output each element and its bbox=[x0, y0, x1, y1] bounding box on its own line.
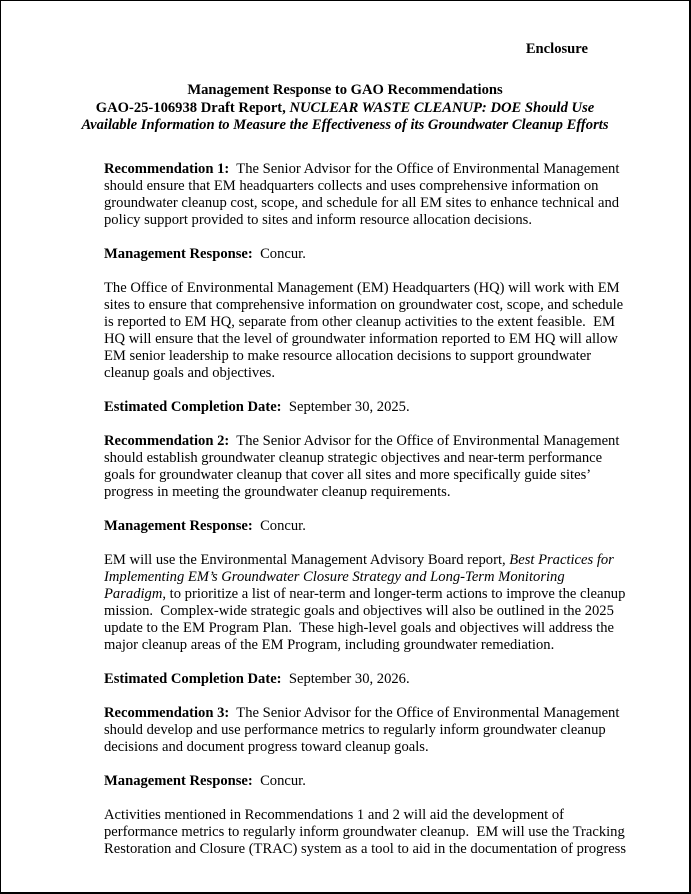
completion-date-value: September 30, 2026. bbox=[281, 671, 410, 687]
text-line: update to the EM Program Plan. These high-level goals and objectives will address the bbox=[104, 620, 614, 636]
completion-date-1 bbox=[104, 399, 594, 416]
text-line: performance metrics to regularly inform groundwater cleanup. EM will use the Tracking bbox=[104, 824, 625, 840]
document-body bbox=[104, 161, 627, 875]
text-line: should establish groundwater cleanup strategic objectives and near-term performance bbox=[104, 450, 603, 466]
response-label: Management Response: bbox=[104, 773, 253, 789]
recommendation-1-label: Recommendation 1: bbox=[104, 161, 230, 177]
completion-date-value: September 30, 2025. bbox=[281, 399, 410, 415]
title-line-3 bbox=[1, 117, 689, 135]
management-response-3 bbox=[104, 773, 594, 790]
text-line: is reported to EM HQ, separate from other cleanup activities to the extent feasible. EM bbox=[104, 314, 616, 330]
response-detail-3 bbox=[104, 807, 627, 858]
report-title-part-1: NUCLEAR WASTE CLEANUP: DOE Should Use bbox=[289, 99, 595, 116]
text-line: Activities mentioned in Recommendations 1 and 2 will aid the development of bbox=[104, 807, 565, 823]
text-line: Restoration and Closure (TRAC) system as a tool to aid in the documentation of progress bbox=[104, 841, 627, 857]
document-title bbox=[1, 82, 689, 135]
text-line: cleanup goals and objectives. bbox=[104, 365, 276, 381]
completion-date-2 bbox=[104, 671, 594, 688]
management-response-1 bbox=[104, 246, 594, 263]
text-line: decisions and document progress toward cleanup goals. bbox=[104, 739, 429, 755]
response-detail-2 bbox=[104, 552, 626, 654]
text-line: progress in meeting the groundwater cleanup requirements. bbox=[104, 484, 451, 500]
text-line: should ensure that EM headquarters collects and uses comprehensive information on bbox=[104, 178, 599, 194]
recommendation-3 bbox=[104, 705, 620, 756]
recommendation-1 bbox=[104, 161, 620, 229]
report-title-part-2: Available Information to Measure the Effectiveness of its Groundwater Cleanup Efforts bbox=[81, 117, 609, 133]
response-value: Concur. bbox=[252, 773, 306, 789]
report-reference: Implementing EM’s Groundwater Closure Strategy and Long-Term Monitoring bbox=[104, 569, 565, 585]
text-line: mission. Complex-wide strategic goals and objectives will also be outlined in the 2025 bbox=[104, 603, 614, 619]
text-line: goals for groundwater cleanup that cover all sites and more specifically guide sites’ bbox=[104, 467, 592, 483]
text-line: groundwater cleanup cost, scope, and schedule for all EM sites to enhance technical and bbox=[104, 195, 620, 211]
text-line: major cleanup areas of the EM Program, including groundwater remediation. bbox=[104, 637, 555, 653]
response-label: Management Response: bbox=[104, 518, 253, 534]
completion-date-label: Estimated Completion Date: bbox=[104, 671, 282, 687]
text-line: should develop and use performance metrics to regularly inform groundwater cleanup bbox=[104, 722, 606, 738]
report-number: GAO-25-106938 Draft Report, bbox=[95, 99, 290, 116]
response-value: Concur. bbox=[252, 518, 306, 534]
text-segment: EM will use the Environmental Management Advisory Board report, bbox=[104, 552, 510, 568]
report-reference: Best Practices for bbox=[509, 552, 614, 568]
text-line: EM senior leadership to make resource allocation decisions to support groundwater bbox=[104, 348, 592, 364]
text-line: The Senior Advisor for the Office of Environmental Management bbox=[229, 705, 620, 721]
response-label: Management Response: bbox=[104, 246, 253, 262]
text-line: The Senior Advisor for the Office of Environmental Management bbox=[229, 433, 620, 449]
completion-date-label: Estimated Completion Date: bbox=[104, 399, 282, 415]
text-line: The Office of Environmental Management (EM) Headquarters (HQ) will work with EM bbox=[104, 280, 620, 296]
title-line-1: Management Response to GAO Recommendations bbox=[187, 82, 503, 98]
management-response-2 bbox=[104, 518, 594, 535]
recommendation-2 bbox=[104, 433, 620, 501]
recommendation-3-label: Recommendation 3: bbox=[104, 705, 230, 721]
response-value: Concur. bbox=[252, 246, 306, 262]
text-segment: , to prioritize a list of near-term and longer-term actions to improve the cleanup bbox=[162, 586, 626, 602]
text-line: HQ will ensure that the level of groundwater information reported to EM HQ will allow bbox=[104, 331, 618, 347]
text-line: The Senior Advisor for the Office of Environmental Management bbox=[229, 161, 620, 177]
text-line: policy support provided to sites and inform resource allocation decisions. bbox=[104, 212, 532, 228]
recommendation-2-label: Recommendation 2: bbox=[104, 433, 230, 449]
text-line: sites to ensure that comprehensive information on groundwater cost, scope, and schedule bbox=[104, 297, 624, 313]
enclosure-label: Enclosure bbox=[525, 41, 588, 57]
report-reference: Paradigm bbox=[104, 586, 163, 602]
title-line-2 bbox=[1, 100, 689, 118]
response-detail-1 bbox=[104, 280, 624, 382]
